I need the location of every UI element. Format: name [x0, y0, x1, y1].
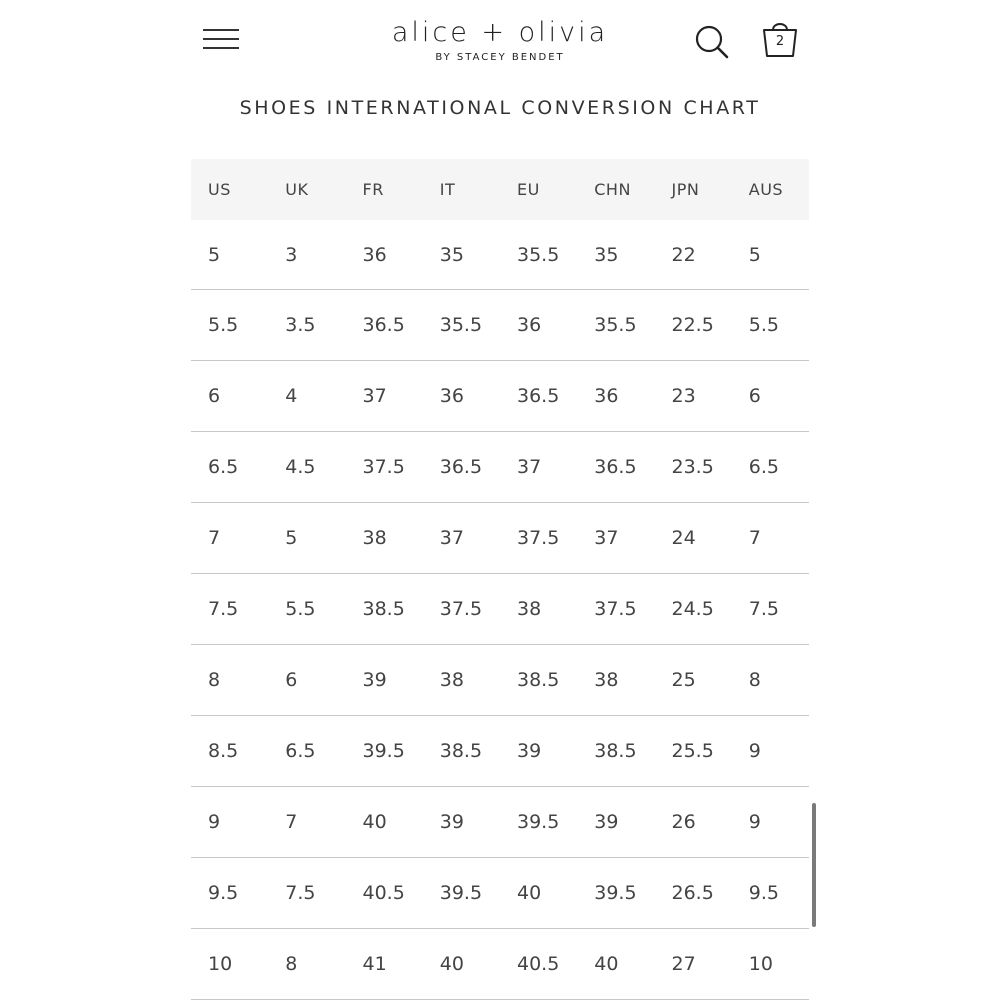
table-cell-us: 8.5: [191, 716, 268, 787]
table-cell-it: 38.5: [423, 716, 500, 787]
table-cell-aus: 9: [732, 716, 809, 787]
table-cell-it: 38: [423, 645, 500, 716]
table-cell-fr: 40.5: [346, 858, 423, 929]
table-cell-aus: 7: [732, 503, 809, 574]
column-header-chn: CHN: [577, 159, 654, 220]
table-cell-it: 37.5: [423, 574, 500, 645]
table-cell-fr: 37.5: [346, 432, 423, 503]
table-cell-uk: 6: [268, 645, 345, 716]
table-cell-jpn: 22: [655, 220, 732, 290]
table-row: [191, 645, 809, 716]
table-cell-it: 39.5: [423, 858, 500, 929]
table-cell-jpn: 26.5: [655, 858, 732, 929]
table-cell-uk: 8: [268, 929, 345, 1000]
table-cell-jpn: 22.5: [655, 290, 732, 361]
table-row: [191, 787, 809, 858]
table-cell-us: 9.5: [191, 858, 268, 929]
brand-subtitle: BY STACEY BENDET: [435, 52, 565, 63]
table-cell-uk: 4.5: [268, 432, 345, 503]
table-cell-jpn: 23.5: [655, 432, 732, 503]
table-cell-chn: 38.5: [577, 716, 654, 787]
table-cell-uk: 3.5: [268, 290, 345, 361]
table-cell-aus: 9: [732, 787, 809, 858]
table-row: [191, 503, 809, 574]
table-cell-us: 9: [191, 787, 268, 858]
table-row: [191, 574, 809, 645]
search-icon[interactable]: [692, 22, 732, 62]
table-row: [191, 361, 809, 432]
table-cell-us: 8: [191, 645, 268, 716]
table-cell-it: 35.5: [423, 290, 500, 361]
table-cell-jpn: 25: [655, 645, 732, 716]
table-cell-uk: 6.5: [268, 716, 345, 787]
table-cell-uk: 3: [268, 220, 345, 290]
table-cell-us: 5.5: [191, 290, 268, 361]
table-cell-it: 36.5: [423, 432, 500, 503]
table-cell-us: 6.5: [191, 432, 268, 503]
table-cell-jpn: 24.5: [655, 574, 732, 645]
table-cell-chn: 36.5: [577, 432, 654, 503]
table-cell-chn: 40: [577, 929, 654, 1000]
column-header-jpn: JPN: [655, 159, 732, 220]
table-row: [191, 220, 809, 290]
table-cell-chn: 35.5: [577, 290, 654, 361]
column-header-it: IT: [423, 159, 500, 220]
table-cell-chn: 38: [577, 645, 654, 716]
table-cell-eu: 40.5: [500, 929, 577, 1000]
table-cell-eu: 37: [500, 432, 577, 503]
table-cell-eu: 35.5: [500, 220, 577, 290]
table-cell-fr: 39: [346, 645, 423, 716]
table-cell-eu: 36.5: [500, 361, 577, 432]
page-title: SHOES INTERNATIONAL CONVERSION CHART: [239, 96, 761, 119]
table-cell-fr: 41: [346, 929, 423, 1000]
table-cell-aus: 5.5: [732, 290, 809, 361]
table-row: [191, 929, 809, 1000]
table-cell-eu: 39.5: [500, 787, 577, 858]
table-cell-chn: 39: [577, 787, 654, 858]
table-cell-chn: 37: [577, 503, 654, 574]
scrollbar-thumb[interactable]: [812, 803, 816, 927]
table-cell-chn: 37.5: [577, 574, 654, 645]
table-row: [191, 432, 809, 503]
table-cell-us: 7.5: [191, 574, 268, 645]
brand-name: alice + olivia: [391, 17, 609, 48]
table-cell-uk: 5.5: [268, 574, 345, 645]
table-cell-fr: 40: [346, 787, 423, 858]
table-cell-jpn: 26: [655, 787, 732, 858]
table-cell-eu: 36: [500, 290, 577, 361]
shopping-bag-icon[interactable]: [760, 18, 800, 60]
table-cell-eu: 39: [500, 716, 577, 787]
cart-count-badge: 2: [775, 34, 785, 49]
hamburger-menu-icon[interactable]: [203, 29, 239, 51]
table-cell-us: 10: [191, 929, 268, 1000]
table-cell-fr: 37: [346, 361, 423, 432]
table-cell-aus: 6: [732, 361, 809, 432]
table-row: [191, 858, 809, 929]
table-cell-fr: 36: [346, 220, 423, 290]
table-cell-uk: 4: [268, 361, 345, 432]
table-cell-us: 7: [191, 503, 268, 574]
table-cell-eu: 38.5: [500, 645, 577, 716]
table-cell-aus: 7.5: [732, 574, 809, 645]
table-cell-eu: 40: [500, 858, 577, 929]
table-cell-aus: 9.5: [732, 858, 809, 929]
table-cell-uk: 7: [268, 787, 345, 858]
table-cell-us: 5: [191, 220, 268, 290]
table-row: [191, 290, 809, 361]
table-body: [191, 220, 809, 1000]
table-cell-it: 36: [423, 361, 500, 432]
table-cell-jpn: 24: [655, 503, 732, 574]
table-cell-chn: 35: [577, 220, 654, 290]
column-header-uk: UK: [268, 159, 345, 220]
table-cell-fr: 38: [346, 503, 423, 574]
table-cell-it: 35: [423, 220, 500, 290]
table-cell-fr: 36.5: [346, 290, 423, 361]
column-header-aus: AUS: [732, 159, 809, 220]
column-header-eu: EU: [500, 159, 577, 220]
table-cell-it: 40: [423, 929, 500, 1000]
table-cell-jpn: 23: [655, 361, 732, 432]
table-cell-aus: 5: [732, 220, 809, 290]
table-cell-us: 6: [191, 361, 268, 432]
table-cell-aus: 8: [732, 645, 809, 716]
shoe-size-conversion-table: [191, 159, 809, 1000]
table-cell-fr: 39.5: [346, 716, 423, 787]
column-header-us: US: [191, 159, 268, 220]
table-cell-uk: 5: [268, 503, 345, 574]
table-cell-chn: 39.5: [577, 858, 654, 929]
table-cell-fr: 38.5: [346, 574, 423, 645]
table-cell-chn: 36: [577, 361, 654, 432]
brand-logo[interactable]: [300, 16, 700, 63]
table-cell-uk: 7.5: [268, 858, 345, 929]
table-cell-it: 37: [423, 503, 500, 574]
table-cell-eu: 38: [500, 574, 577, 645]
table-cell-jpn: 25.5: [655, 716, 732, 787]
table-cell-aus: 10: [732, 929, 809, 1000]
table-cell-aus: 6.5: [732, 432, 809, 503]
table-cell-eu: 37.5: [500, 503, 577, 574]
column-header-fr: FR: [346, 159, 423, 220]
table-header-row: [191, 159, 809, 220]
table-cell-jpn: 27: [655, 929, 732, 1000]
table-cell-it: 39: [423, 787, 500, 858]
table-row: [191, 716, 809, 787]
